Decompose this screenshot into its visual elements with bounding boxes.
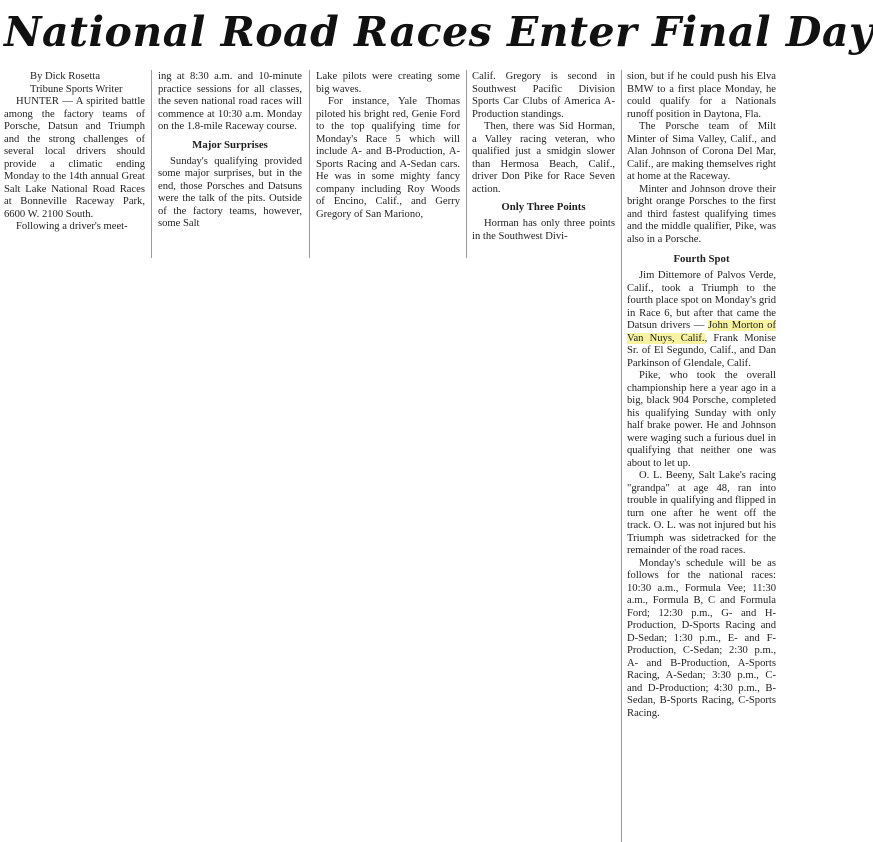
article-column-2 — [158, 71, 302, 231]
article-paragraph: Sunday's qualifying provided some major surprises, but in the end, those Porsches and Datsuns were the talk of the pits. Outside of the factory teams, however, some Salt — [158, 155, 302, 229]
article-paragraph: Then, there was Sid Horman, a Valley racing veteran, who qualified just a smidgin slower than Hermosa Beach, Calif., driver Don Pike for Race Seven action. — [472, 121, 615, 195]
byline-author: By Dick Rosetta — [30, 71, 101, 82]
text-run: Jim Dittemore of Palvos Verde, Calif., took a Triumph to the fourth place spot on Monday's grid in Race 6, but after that came the Datsun drivers — — [627, 270, 776, 331]
article-paragraph: Following a driver's meet- — [16, 221, 128, 232]
highlighted-text: John Morton of Van Nuys, Calif. — [627, 320, 777, 344]
subheading: Major Surprises — [192, 138, 268, 151]
article-paragraph: Minter and Johnson drove their bright orange Porsches to the first and third fastest qualifying times and the middle qualifier, Pike, was also in a Porsche. — [627, 183, 776, 245]
article-column-1 — [4, 71, 145, 234]
article-paragraph: Calif. Gregory is second in Southwest Pacific Division Sports Car Clubs of America A-Production standings. — [472, 71, 615, 120]
article-paragraph: HUNTER — A spirited battle among the factory teams of Porsche, Datsun and Triumph and the strong challenges of several local drivers should provide a climatic ending Monday to the 14th annual Great Salt Lake National Road Races at Bonneville Raceway Park, 6600 W. 2100 South. — [4, 96, 145, 220]
article-paragraph: Horman has only three points in the Southwest Divi- — [472, 218, 615, 242]
article-paragraph: O. L. Beeny, Salt Lake's racing "grandpa" at age 48, ran into trouble in qualifying and flipped in turn one after he went off the track. O. L. was not injured but his Triumph was sidetracked for the remainder of the road races. — [627, 470, 776, 556]
article-column-5 — [627, 71, 776, 720]
subheading: Only Three Points — [501, 201, 586, 213]
column-rule — [621, 70, 622, 842]
headline: National Road Races Enter Final Day — [4, 8, 873, 56]
subheading: Fourth Spot — [673, 253, 730, 265]
article-column-3 — [316, 71, 460, 221]
article-paragraph: Pike, who took the overall championship here a year ago in a big, black 904 Porsche, completed his qualifying Sunday with only half brake power. He and Johnson were waging such a furious duel in qualifying that neither one was about to let up. — [627, 370, 776, 469]
article-paragraph — [627, 270, 776, 370]
byline-role: Tribune Sports Writer — [30, 83, 123, 95]
article-paragraph: Monday's schedule will be as follows for the national races: 10:30 a.m., Formula Vee; 11:30 a.m., Formula B, C and Formula Ford; 12:30 p.m., G- and H-Production, D-Sports Racing and D-Sedan; 1:30 p.m., E- and F-Production, C-Sedan; 2:30 p.m., A- and B-Production, A-Sports Racing, A-Sedan; 3:30 p.m., C- and D-Production; 4:30 p.m., B-Sedan, B-Sports Racing, C-Sports Racing. — [627, 557, 776, 719]
column-rule — [466, 70, 467, 258]
article-paragraph: For instance, Yale Thomas piloted his bright red, Genie Ford to the top qualifying time for Monday's Race 5 which will include A- and B-Production, A-Sports Racing and A-Sedan cars. He was in some mighty fancy company including Roy Woods of Encino, Calif., and Gerry Gregory of San Mariono, — [316, 96, 460, 220]
column-rule — [151, 70, 152, 258]
article-column-4 — [472, 71, 615, 243]
text-run: , Frank Monise Sr. of El Segundo, Calif., and Dan Parkinson of Glendale, Calif. — [627, 332, 776, 369]
column-rule — [309, 70, 310, 258]
article-paragraph: The Porsche team of Milt Minter of Sima Valley, Calif., and Alan Johnson of Corona Del Mar, Calif., are making themselves right at home at the Raceway. — [627, 121, 776, 182]
article-paragraph: sion, but if he could push his Elva BMW to a first place Monday, he could qualify for a Nationals runoff position in Daytona, Fla. — [627, 71, 776, 120]
article-paragraph: Lake pilots were creating some big waves. — [316, 71, 460, 95]
article-paragraph: ing at 8:30 a.m. and 10-minute practice sessions for all classes, the seven national road races will commence at 10:30 a.m. Monday on the 1.8-mile Raceway course. — [158, 71, 302, 132]
